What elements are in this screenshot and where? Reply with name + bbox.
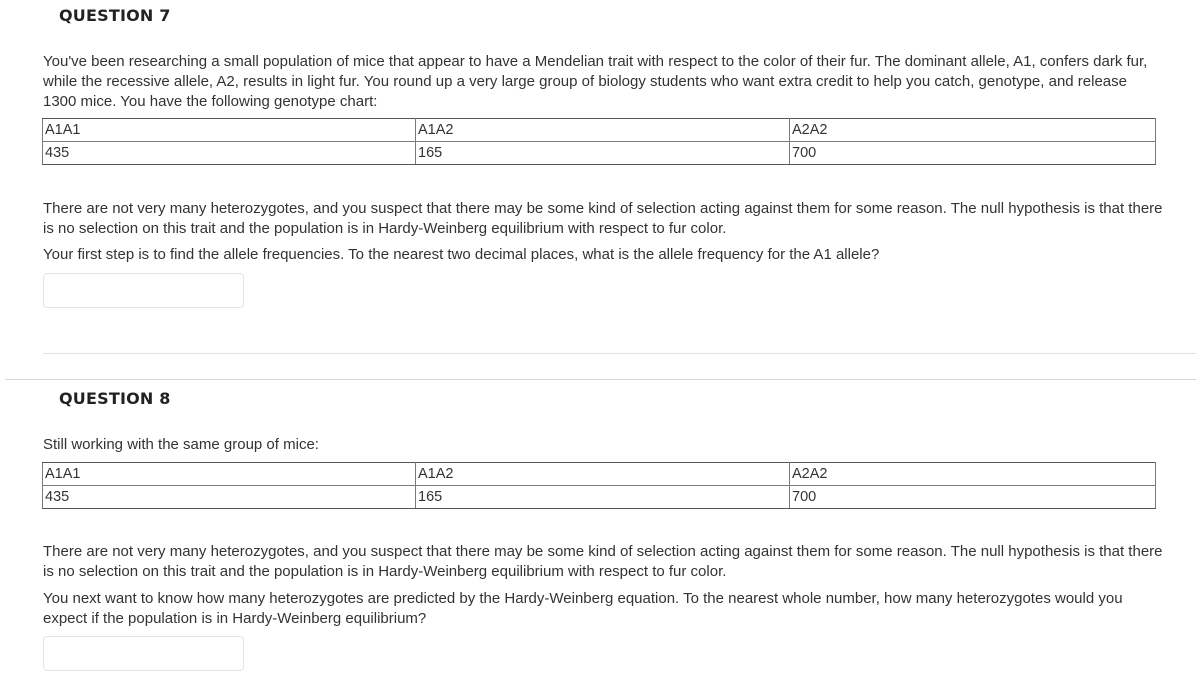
question-7-answer-input[interactable]	[43, 273, 244, 308]
question-8-intro: Still working with the same group of mice:	[43, 436, 319, 453]
table-cell: 700	[790, 486, 1156, 509]
table-header-row	[43, 463, 1156, 486]
table-header-cell: A2A2	[790, 119, 1156, 142]
table-header-row	[43, 119, 1156, 142]
question-divider	[5, 379, 1196, 380]
question-8-context: There are not very many heterozygotes, and you suspect that there may be some kind of selection acting against them for some reason. The null hypothesis is that there is no selection on this trait and the population is in Hardy-Weinberg equilibrium with respect to fur color.	[43, 543, 1163, 580]
table-cell: 435	[43, 142, 416, 165]
question-7-genotype-table	[42, 118, 1156, 165]
table-header-cell: A1A1	[43, 119, 416, 142]
table-cell: 435	[43, 486, 416, 509]
question-8-prompt: You next want to know how many heterozygotes are predicted by the Hardy-Weinberg equation. To the nearest whole number, how many heterozygotes would you expect if the population is in Hardy-Weinberg equilibrium?	[43, 590, 1123, 627]
table-header-cell: A2A2	[790, 463, 1156, 486]
answer-divider	[43, 353, 1196, 354]
question-7-prompt: Your first step is to find the allele frequencies. To the nearest two decimal places, what is the allele frequency for the A1 allele?	[43, 246, 880, 263]
table-header-cell: A1A2	[416, 119, 790, 142]
question-7-intro: You've been researching a small population of mice that appear to have a Mendelian trait with respect to the color of their fur. The dominant allele, A1, confers dark fur, while the recessive allele, A2, results in light fur. You round up a very large group of biology students who want extra credit to help you catch, genotype, and release 1300 mice. You have the following genotype chart:	[43, 53, 1148, 110]
question-8-heading: QUESTION 8	[59, 389, 171, 408]
table-cell: 700	[790, 142, 1156, 165]
question-8-answer-input[interactable]	[43, 636, 244, 671]
question-8-genotype-table	[42, 462, 1156, 509]
table-row	[43, 142, 1156, 165]
table-cell: 165	[416, 486, 790, 509]
question-7-heading: QUESTION 7	[59, 6, 171, 25]
table-header-cell: A1A1	[43, 463, 416, 486]
question-7-context: There are not very many heterozygotes, and you suspect that there may be some kind of selection acting against them for some reason. The null hypothesis is that there is no selection on this trait and the population is in Hardy-Weinberg equilibrium with respect to fur color.	[43, 200, 1163, 237]
table-header-cell: A1A2	[416, 463, 790, 486]
table-row	[43, 486, 1156, 509]
table-cell: 165	[416, 142, 790, 165]
